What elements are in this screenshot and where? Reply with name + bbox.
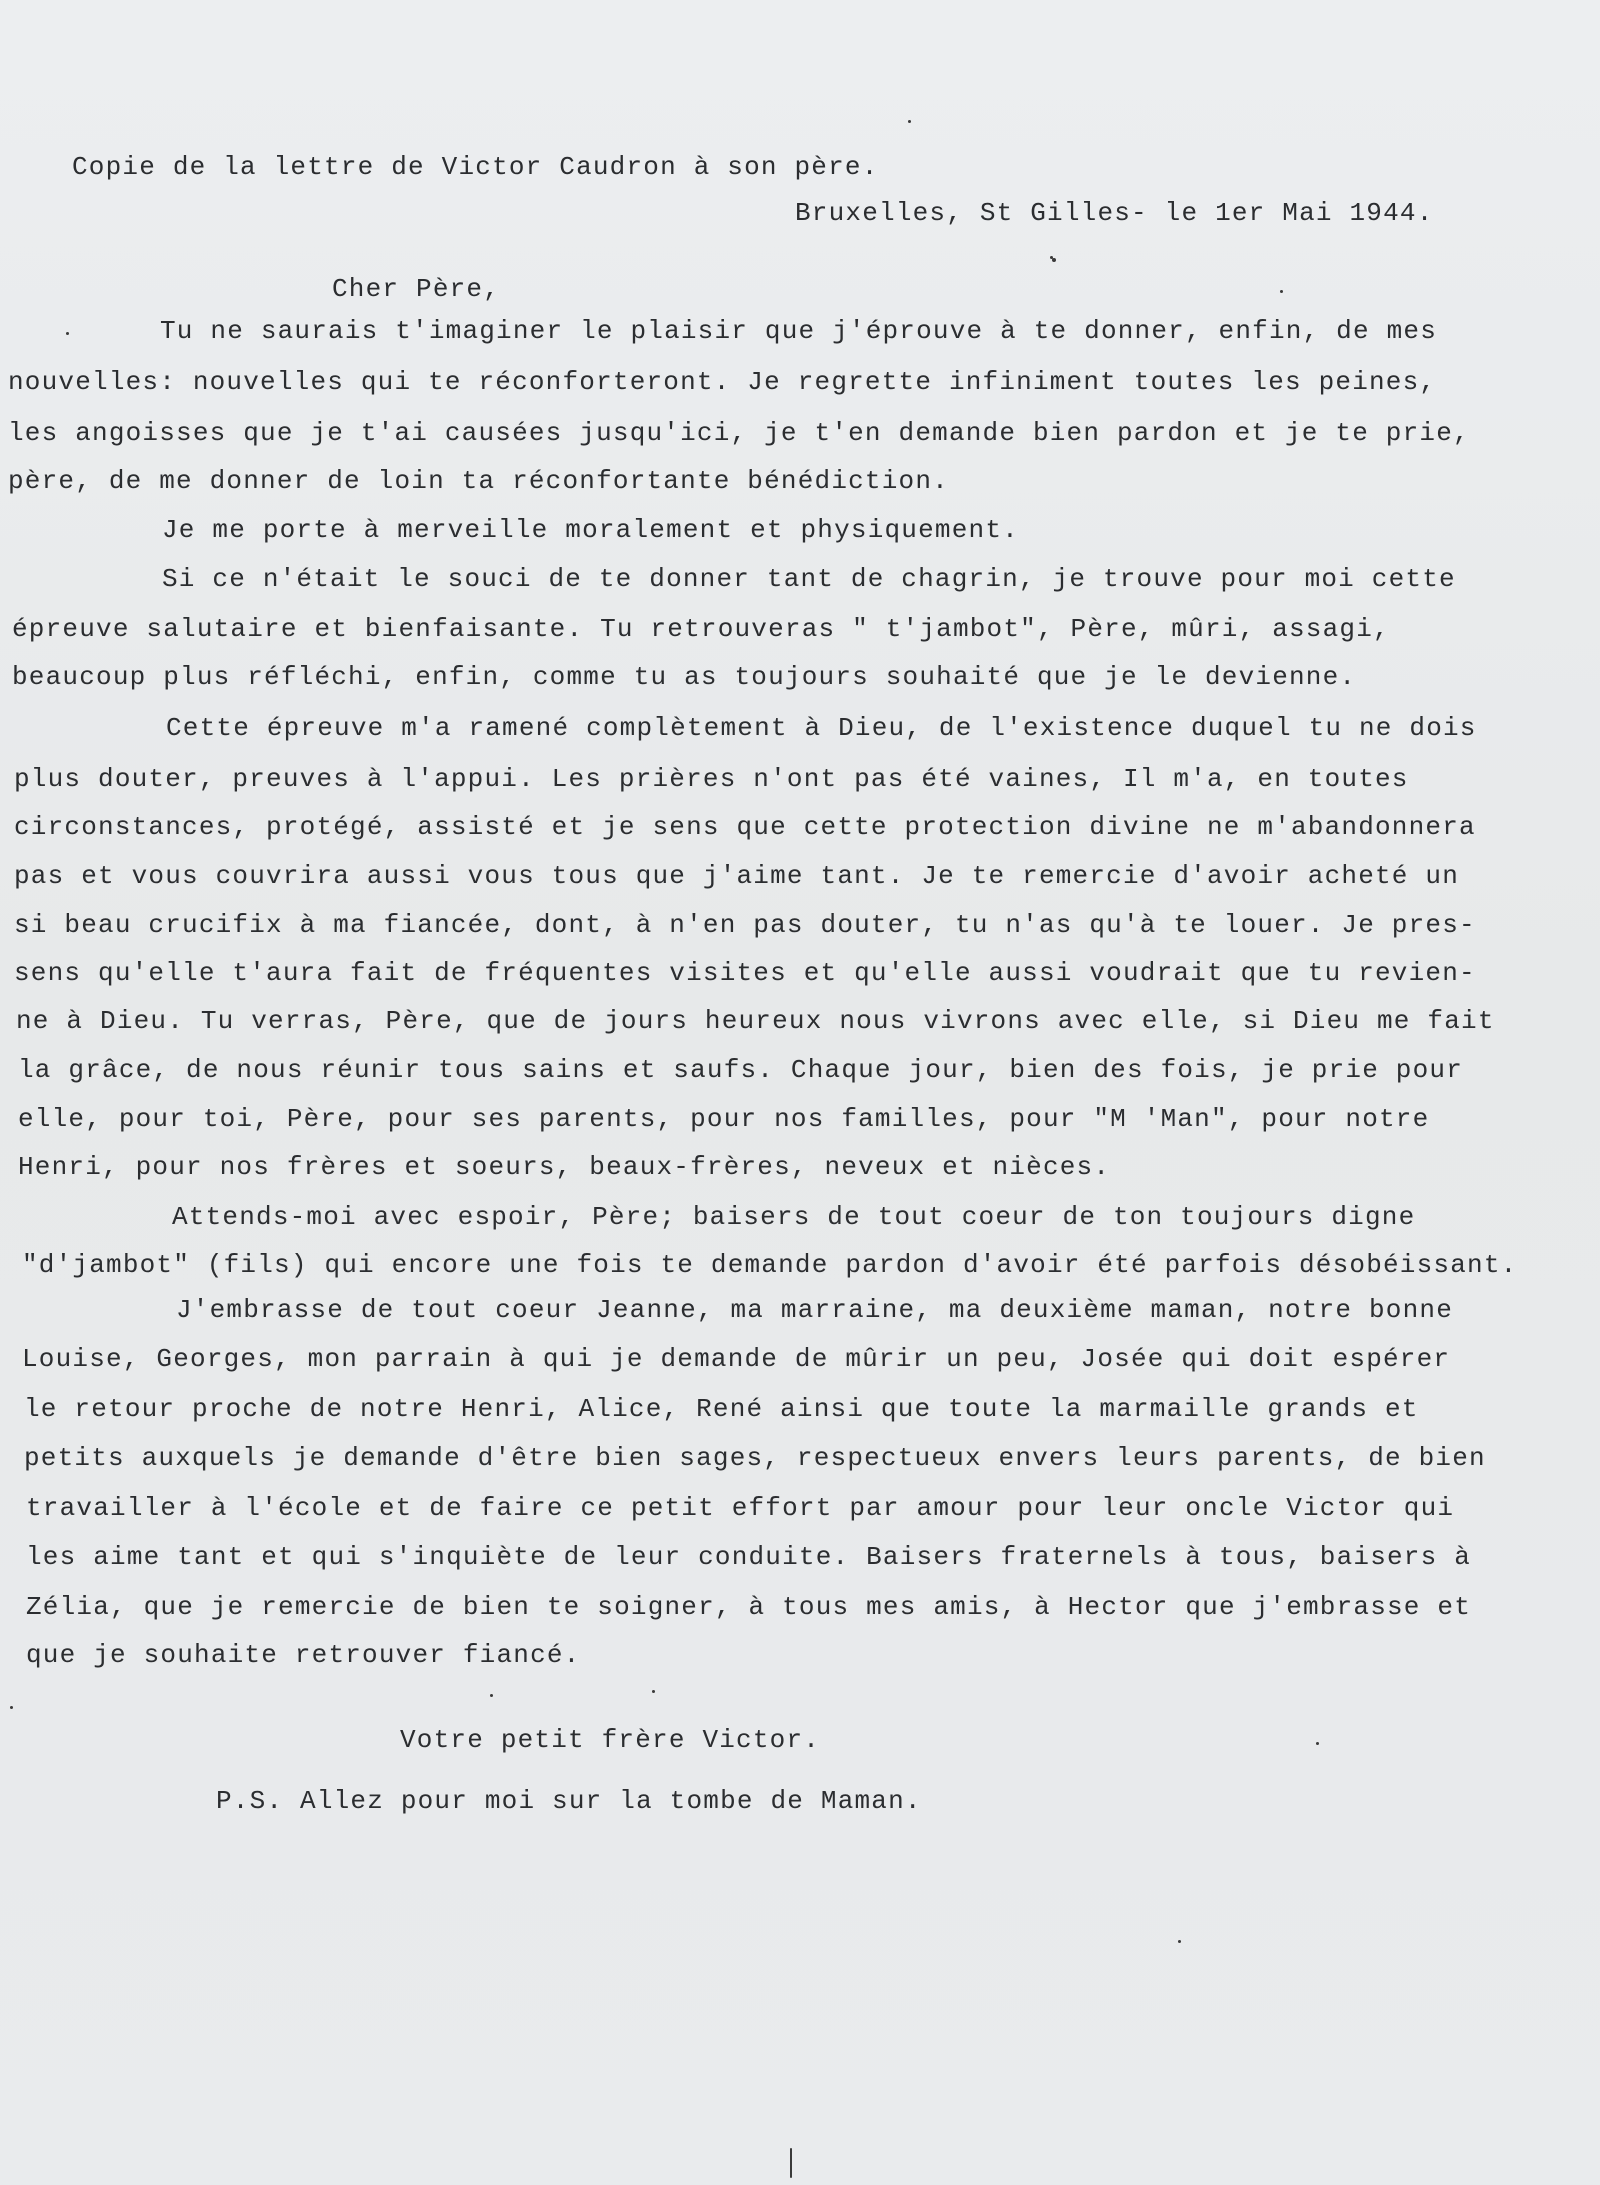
body-line: que je souhaite retrouver fiancé. xyxy=(26,1640,581,1670)
letter-postscript: P.S. Allez pour moi sur la tombe de Maman. xyxy=(216,1786,922,1816)
body-line: petits auxquels je demande d'être bien sages, respectueux envers leurs parents, de bien xyxy=(24,1443,1486,1473)
paper-speck xyxy=(1052,258,1056,262)
body-line: ne à Dieu. Tu verras, Père, que de jours heureux nous vivrons avec elle, si Dieu me fait xyxy=(16,1006,1495,1036)
paper-speck xyxy=(1316,1742,1319,1745)
paper-speck xyxy=(908,120,911,123)
body-line: sens qu'elle t'aura fait de fréquentes visites et qu'elle aussi voudrait que tu revien- xyxy=(14,958,1476,988)
paper-speck xyxy=(790,2148,792,2178)
body-line: Cette épreuve m'a ramené complètement à Dieu, de l'existence duquel tu ne dois xyxy=(166,713,1477,743)
body-line: la grâce, de nous réunir tous sains et saufs. Chaque jour, bien des fois, je prie pour xyxy=(18,1055,1464,1085)
paper-speck xyxy=(10,1706,13,1709)
paper-speck xyxy=(1178,1940,1181,1943)
body-line: Louise, Georges, mon parrain à qui je demande de mûrir un peu, Josée qui doit espérer xyxy=(22,1344,1451,1374)
body-line: elle, pour toi, Père, pour ses parents, pour nos familles, pour "M 'Man", pour notre xyxy=(18,1104,1430,1134)
paper-speck xyxy=(1280,290,1283,293)
body-line: J'embrasse de tout coeur Jeanne, ma marraine, ma deuxième maman, notre bonne xyxy=(176,1295,1453,1325)
body-line: les angoisses que je t'ai causées jusqu'ici, je t'en demande bien pardon et je te prie, xyxy=(8,418,1470,448)
letter-closing: Votre petit frère Victor. xyxy=(400,1725,821,1755)
body-line: Henri, pour nos frères et soeurs, beaux-frères, neveux et nièces. xyxy=(18,1152,1111,1182)
body-line: Zélia, que je remercie de bien te soigner, à tous mes amis, à Hector que j'embrasse et xyxy=(26,1592,1472,1622)
body-line: épreuve salutaire et bienfaisante. Tu retrouveras " t'jambot", Père, mûri, assagi, xyxy=(12,614,1390,644)
body-line: travailler à l'école et de faire ce petit effort par amour pour leur oncle Victor qui xyxy=(26,1493,1455,1523)
letter-salutation: Cher Père, xyxy=(332,274,501,304)
paper-speck xyxy=(66,332,69,335)
body-line: Tu ne saurais t'imaginer le plaisir que j'éprouve à te donner, enfin, de mes xyxy=(160,316,1437,346)
body-line: plus douter, preuves à l'appui. Les prières n'ont pas été vaines, Il m'a, en toutes xyxy=(14,764,1409,794)
body-line: "d'jambot" (fils) qui encore une fois te demande pardon d'avoir été parfois désobéissant. xyxy=(22,1250,1518,1280)
body-line: les aime tant et qui s'inquiète de leur conduite. Baisers fraternels à tous, baisers à xyxy=(26,1542,1472,1572)
body-line: circonstances, protégé, assisté et je sens que cette protection divine ne m'abandonnera xyxy=(14,812,1476,842)
body-line: beaucoup plus réfléchi, enfin, comme tu as toujours souhaité que je le devienne. xyxy=(12,662,1357,692)
body-line: nouvelles: nouvelles qui te réconforteront. Je regrette infiniment toutes les peines, xyxy=(8,367,1437,397)
body-line: le retour proche de notre Henri, Alice, René ainsi que toute la marmaille grands et xyxy=(24,1394,1419,1424)
body-line: Je me porte à merveille moralement et physiquement. xyxy=(162,515,1019,545)
paper-speck xyxy=(652,1690,655,1693)
body-line: pas et vous couvrira aussi vous tous que j'aime tant. Je te remercie d'avoir acheté un xyxy=(14,861,1460,891)
body-line: père, de me donner de loin ta réconfortante bénédiction. xyxy=(8,466,949,496)
body-line: Attends-moi avec espoir, Père; baisers de tout coeur de ton toujours digne xyxy=(172,1202,1416,1232)
body-line: Si ce n'était le souci de te donner tant de chagrin, je trouve pour moi cette xyxy=(162,564,1456,594)
body-line: si beau crucifix à ma fiancée, dont, à n'en pas douter, tu n'as qu'à te louer. Je pres- xyxy=(14,910,1476,940)
paper-speck xyxy=(1050,256,1053,259)
paper-speck xyxy=(490,1694,493,1697)
letter-dateline: Bruxelles, St Gilles- le 1er Mai 1944. xyxy=(795,198,1434,228)
letter-heading: Copie de la lettre de Victor Caudron à son père. xyxy=(72,152,879,182)
